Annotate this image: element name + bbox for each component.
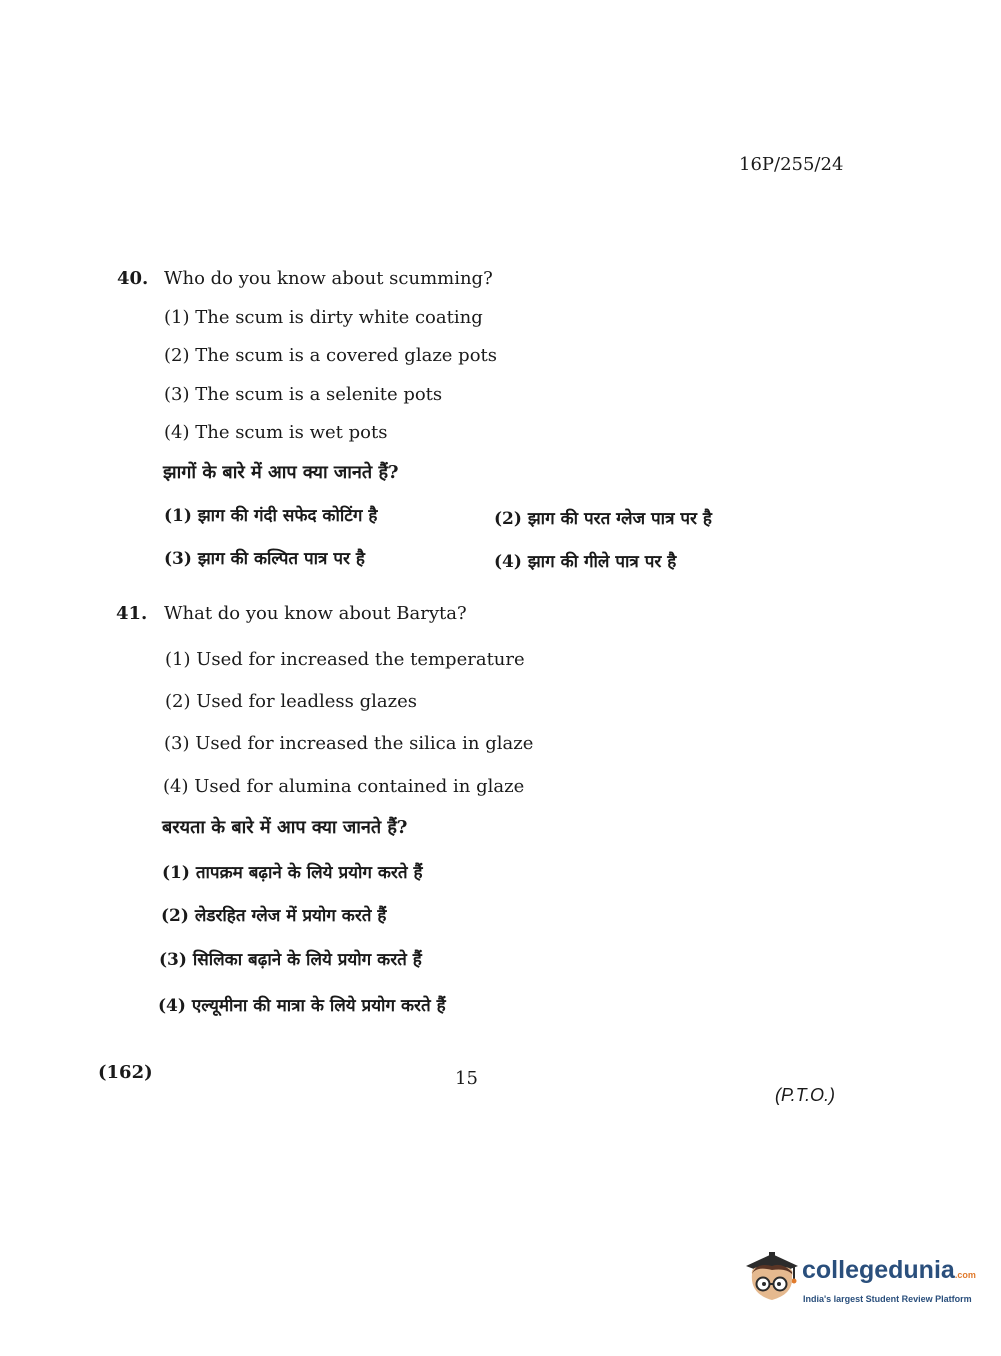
question-text-hi: झागों के बारे में आप क्या जानते हैं?	[163, 462, 399, 483]
option-en: (1) The scum is dirty white coating	[164, 307, 483, 328]
option-hi: (4) झाग की गीले पात्र पर है	[494, 552, 677, 572]
option-hi: (4) एल्यूमीना की मात्रा के लिये प्रयोग करते हैं	[158, 996, 446, 1016]
brand-name: collegedunia.com	[802, 1256, 976, 1284]
question-text-en: Who do you know about scumming?	[164, 268, 493, 289]
page-number: 15	[455, 1068, 478, 1089]
pto-label: (P.T.O.)	[775, 1085, 836, 1105]
collegedunia-watermark	[742, 1250, 976, 1320]
question-number: 40.	[117, 268, 149, 289]
brand-tagline: India's largest Student Review Platform	[803, 1294, 972, 1304]
option-hi: (3) झाग की कल्पित पात्र पर है	[164, 549, 365, 569]
option-en: (4) The scum is wet pots	[164, 422, 388, 443]
option-en: (3) Used for increased the silica in glaze	[164, 733, 534, 754]
option-en: (1) Used for increased the temperature	[165, 649, 525, 670]
option-hi: (3) सिलिका बढ़ाने के लिये प्रयोग करते हैं	[159, 950, 422, 970]
footer-code: (162)	[98, 1062, 153, 1083]
option-en: (4) Used for alumina contained in glaze	[163, 776, 525, 797]
option-hi: (2) लेडरहित ग्लेज में प्रयोग करते हैं	[161, 906, 387, 926]
option-hi: (2) झाग की परत ग्लेज पात्र पर है	[494, 509, 712, 529]
option-en: (3) The scum is a selenite pots	[164, 384, 443, 405]
option-hi: (1) तापक्रम बढ़ाने के लिये प्रयोग करते हैं	[162, 863, 423, 883]
question-text-hi: बरयता के बारे में आप क्या जानते हैं?	[162, 817, 408, 838]
option-hi: (1) झाग की गंदी सफेद कोटिंग है	[164, 506, 378, 526]
option-en: (2) Used for leadless glazes	[165, 691, 417, 712]
question-text-en: What do you know about Baryta?	[164, 603, 467, 624]
question-number: 41.	[116, 603, 148, 624]
paper-code: 16P/255/24	[739, 154, 844, 175]
graduate-mascot-icon	[742, 1250, 802, 1312]
option-en: (2) The scum is a covered glaze pots	[164, 345, 497, 366]
